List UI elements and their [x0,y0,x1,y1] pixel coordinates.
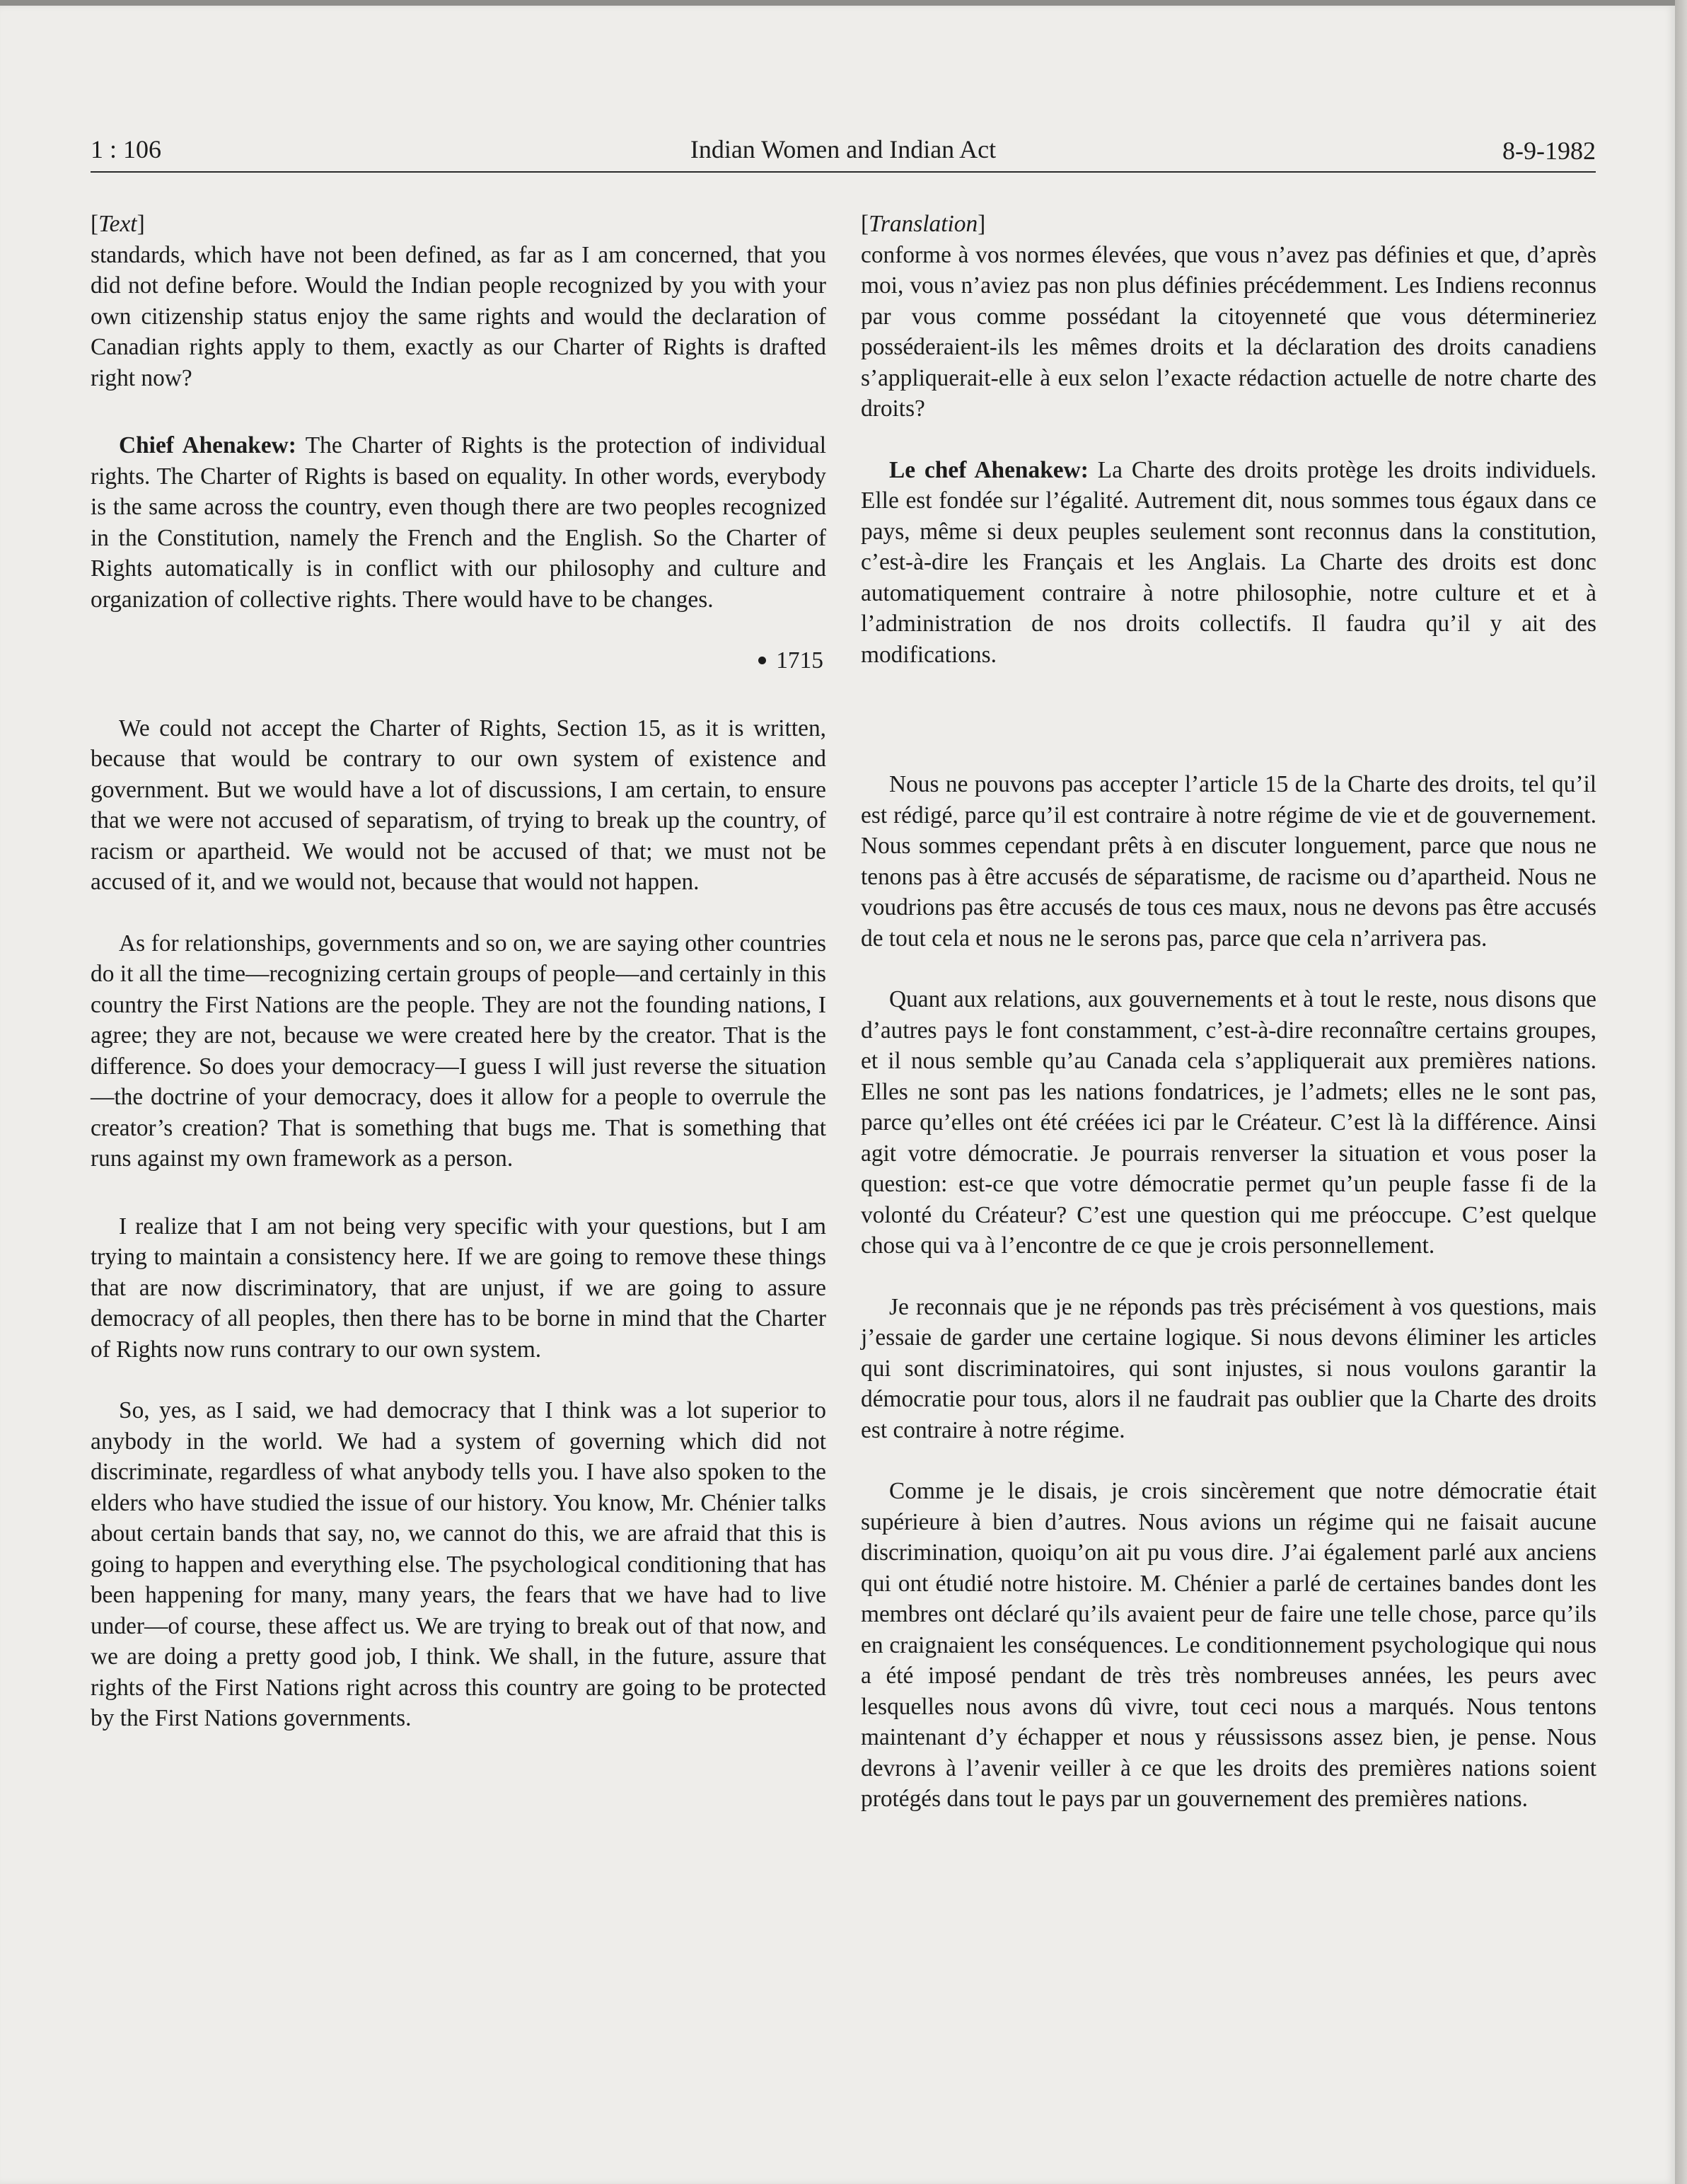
speaker-name: Chief Ahenakew: [119,432,296,458]
column-label: [Text] [91,211,145,237]
paragraph: I realize that I am not being very specific with your questions, but I am trying to maintain a consistency here. If we are going to remove these things that are now discriminatory, that are unjust, if we are going to assure democracy of all peoples, then there has to be borne in mind that the Charter of Rights now runs contrary to our own system. [91,1213,826,1363]
paragraph: conforme à vos normes élevées, que vous n’avez pas définies et que, d’après moi, vous n’aviez pas non plus définies précédemment. Les Indiens reconnus par vous comme possédant la citoyenneté que vous détermineriez posséderaient-ils les mêmes droits et la déclaration des droits canadiens s’appliquerait-elle à eux selon l’exacte rédaction actuelle de notre charte des droits? [861,241,1596,422]
timestamp: 1715 [91,645,826,676]
english-column [91,209,826,1734]
page-title: Indian Women and Indian Act [690,135,997,163]
paragraph: So, yes, as I said, we had democracy that I think was a lot superior to anybody in the world. We had a system of governing which did not discriminate, regardless of what anybody tells you. I have also spoken to the elders who have studied the issue of our history. You know, Mr. Chénier talks about certain bands that say, no, we cannot do this, we are afraid that this is going to happen and everything else. The psychological conditioning that has been happening for many, many years, the fears that we have had to live under—of course, these affect us. We are trying to break out of that now, and we are doing a pretty good job, I think. We shall, in the future, assure that rights of the First Nations right across this country are going to be protected by the First Nations governments. [91,1397,826,1731]
speaker-name: Le chef Ahenakew: [889,456,1089,483]
paragraph: standards, which have not been defined, as far as I am concerned, that you did not define before. Would the Indian people recognized by you with your own citizenship status enjoy the same rights and would the declaration of Canadian rights apply to them, exactly as our Charter of Rights is drafted right now? [91,241,826,391]
paragraph: Chief Ahenakew: The Charter of Rights is the protection of individual rights. The Charter of Rights is based on equality. In other words, everybody is the same across the country, even though there are two peoples recognized in the Constitution, namely the French and the English. So the Charter of Rights automatically is in conflict with our philosophy and culture and organization of collective rights. There would have to be changes. [91,432,826,613]
paragraph: Le chef Ahenakew: La Charte des droits protège les droits individuels. Elle est fondée sur l’égalité. Autrement dit, nous sommes tous égaux dans ce pays, même si deux peuples seulement sont reconnus dans la constitution, c’est-à-dire les Français et les Anglais. La Charte des droits est donc automatiquement contraire à notre philosophie, notre culture et et à l’administration de nos droits collectifs. Il faudra qu’il y ait des modifications. [861,456,1596,668]
paragraph: We could not accept the Charter of Rights, Section 15, as it is written, because that would be contrary to our own system of existence and government. But we would have a lot of discussions, I am certain, to ensure that we were not accused of separatism, of trying to break up the country, of racism or apartheid. We would not be accused of that; we must not be accused of it, and we would not, because that would not happen. [91,715,826,895]
scan-right-edge [1675,0,1687,2184]
paragraph: As for relationships, governments and so on, we are saying other countries do it all the time—recognizing certain groups of people—and certainly in this country the First Nations are the people. They are not the founding nations, I agree; they are not, because we were created here by the creator. That is the difference. So does your democracy—I guess I will just reverse the situation—the doctrine of your democracy, does it allow for a people to overrule the creator’s creation? That is something that bugs me. That is something that runs against my own framework as a person. [91,930,826,1172]
column-label: [Translation] [861,211,986,237]
paragraph: Je reconnais que je ne réponds pas très précisément à vos questions, mais j’essaie de garder une certaine logique. Si nous devons éliminer les articles qui sont discriminatoires, qui sont injustes, si nous voulons garantir la démocratie pour tous, alors il ne faudrait pas oublier que la Charte des droits est contraire à notre régime. [861,1293,1596,1443]
paragraph: Quant aux relations, aux gouvernements et à tout le reste, nous disons que d’autres pays le font constamment, c’est-à-dire reconnaître certains groupes, et il nous semble qu’au Canada cela s’appliquerait aux premières nations. Elles ne sont pas les nations fondatrices, je l’admets; elles ne le sont pas, parce qu’elles ont été créées ici par le Créateur. C’est là la différence. Ainsi agit votre démocratie. Je pourrais renverser la situation et vous poser la question: est-ce que votre démocratie permet qu’un peuple fasse fi de la volonté du Créateur? C’est une question qui me préoccupe. C’est quelque chose qui va à l’encontre de ce que je crois personnellement. [861,986,1596,1259]
bullet-icon [758,657,766,664]
page-header [91,132,1596,173]
page-number: 1 : 106 [91,135,162,163]
french-column [861,209,1596,1815]
paragraph: Comme je le disais, je crois sincèrement que notre démocratie était supérieure à bien d’autres. Nous avions un régime qui ne faisait aucune discrimination, quoiqu’on ait pu vous dire. J’ai également parlé aux anciens qui ont étudié notre histoire. M. Chénier a parlé de certaines bandes dont les membres ont déclaré qu’ils avaient peur de faire une telle chose, parce qu’ils en craignaient les conséquences. Le conditionnement psychologique qui nous a été imposé pendant de très très nombreuses années, les peurs avec lesquelles nous avons dû vivre, tout ceci nous a marqués. Nous tentons maintenant d’y échapper et nous y réussissons assez bien, je pense. Nous devrons à l’avenir veiller à ce que les droits des premières nations soient protégés dans tout le pays par un gouvernement des premières nations. [861,1478,1596,1812]
scan-top-edge [0,0,1687,6]
page-date: 8-9-1982 [1502,137,1596,165]
paragraph: Nous ne pouvons pas accepter l’article 15 de la Charte des droits, tel qu’il est rédigé, parce qu’il est contraire à notre régime de vie et de gouvernement. Nous sommes cependant prêts à en discuter longuement, parce que nous ne tenons pas à être accusés de séparatisme, de racisme ou d’apartheid. Nous ne voudrions pas être accusés de tous ces maux, nous ne devons pas être accusés de tout cela et nous ne le serons pas, parce que cela n’arrivera pas. [861,771,1596,952]
